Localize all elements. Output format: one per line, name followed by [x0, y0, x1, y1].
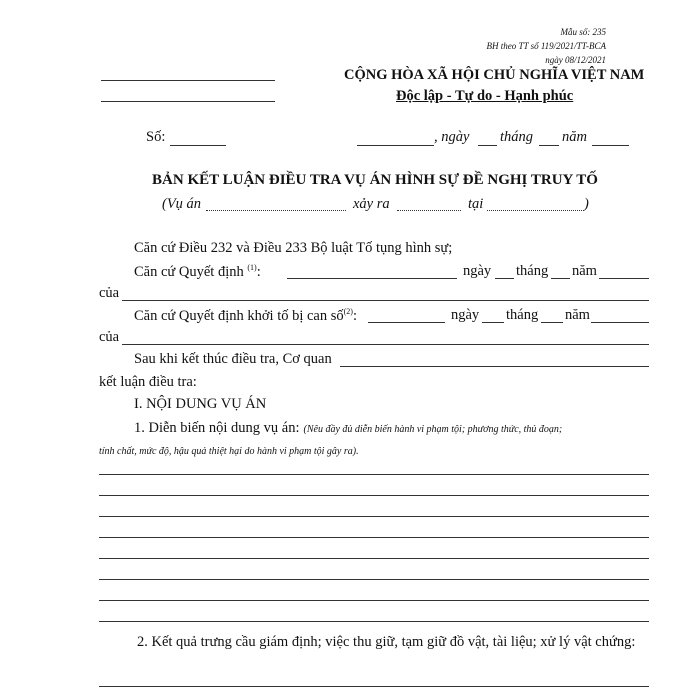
indictment-field[interactable]	[368, 322, 445, 323]
document-title: BẢN KẾT LUẬN ĐIỀU TRA VỤ ÁN HÌNH SỰ ĐỀ NGHỊ TRUY TỐ	[152, 172, 598, 188]
indictment-thang-label: tháng	[506, 307, 539, 323]
item-1-write-line-2[interactable]	[99, 495, 649, 496]
case-label: (Vụ án	[162, 196, 202, 212]
at-label: tại	[468, 196, 484, 212]
national-motto: Độc lập - Tự do - Hạnh phúc	[396, 88, 574, 104]
occurred-label: xảy ra	[353, 196, 390, 212]
legal-basis-2: Căn cứ Quyết định $^{(1)}$:	[134, 263, 261, 280]
date-thang-label: tháng	[500, 129, 534, 145]
legal-basis-3: Căn cứ Quyết định khởi tố bị can số$^{(2)}$:	[134, 307, 357, 324]
form-code-line-2: BH theo TT số 119/2021/TT-BCA	[486, 41, 606, 51]
item-1-write-line-3[interactable]	[99, 516, 649, 517]
form-code-line-3: ngày 08/12/2021	[545, 55, 606, 65]
conclusion-label: kết luận điều tra:	[99, 374, 197, 390]
decision-day-field[interactable]	[495, 278, 514, 279]
decision-year-field[interactable]	[599, 278, 649, 279]
item-1-note-b: tính chất, mức độ, hậu quả thiệt hại do hành vi phạm tội gây ra).	[99, 446, 359, 457]
place-field[interactable]	[357, 145, 434, 146]
case-close-paren: )	[584, 196, 589, 212]
item-1-write-line-5[interactable]	[99, 558, 649, 559]
date-month-field[interactable]	[539, 145, 559, 146]
item-1-line	[134, 419, 562, 437]
indictment-year-field[interactable]	[591, 322, 649, 323]
item-1-write-line-6[interactable]	[99, 579, 649, 580]
item-1-write-line-7[interactable]	[99, 600, 649, 601]
section-1-heading: I. NỘI DUNG VỤ ÁN	[134, 396, 267, 412]
indictment-month-field[interactable]	[541, 322, 563, 323]
after-investigation-text: Sau khi kết thúc điều tra, Cơ quan	[134, 351, 332, 367]
indictment-ngay-label: ngày	[451, 307, 480, 323]
country-name: CỘNG HÒA XÃ HỘI CHỦ NGHĨA VIỆT NAM	[344, 67, 645, 83]
item-1-label: 1. Diễn biến nội dung vụ án:	[134, 420, 300, 436]
of-label-2: của	[99, 329, 120, 345]
legal-basis-1: Căn cứ Điều 232 và Điều 233 Bộ luật Tố tụng hình sự;	[134, 240, 453, 256]
at-field[interactable]	[487, 210, 584, 211]
decision-nam-label: năm	[572, 263, 597, 279]
agency-line-1[interactable]	[101, 80, 275, 81]
occurred-field[interactable]	[397, 210, 461, 211]
indictment-nam-label: năm	[565, 307, 590, 323]
item-1-write-line-8[interactable]	[99, 621, 649, 622]
item-1-write-line-4[interactable]	[99, 537, 649, 538]
date-day-field[interactable]	[478, 145, 497, 146]
date-nam-label: năm	[562, 129, 587, 145]
date-ngay-label: , ngày	[434, 129, 470, 145]
of-field-1[interactable]	[122, 300, 649, 301]
so-label: Số:	[146, 129, 166, 145]
item-1-note-a: (Nêu đầy đủ diễn biến hành vi phạm tội; phương thức, thủ đoạn;	[303, 424, 563, 435]
decision-thang-label: tháng	[516, 263, 549, 279]
so-field[interactable]	[170, 145, 226, 146]
agency-line-2[interactable]	[101, 101, 275, 102]
of-label-1: của	[99, 285, 120, 301]
agency-field[interactable]	[340, 366, 649, 367]
form-code-line-1: Mẫu số: 235	[560, 27, 606, 37]
item-2-write-line-1[interactable]	[99, 686, 649, 687]
decision-ngay-label: ngày	[463, 263, 492, 279]
decision-field[interactable]	[287, 278, 457, 279]
decision-month-field[interactable]	[551, 278, 570, 279]
item-1-write-line-1[interactable]	[99, 474, 649, 475]
item-2-label: 2. Kết quả trưng cầu giám định; việc thu giữ, tạm giữ đồ vật, tài liệu; xử lý vật chứng:	[137, 634, 636, 650]
date-year-field[interactable]	[592, 145, 629, 146]
case-name-field[interactable]	[206, 210, 346, 211]
of-field-2[interactable]	[122, 344, 649, 345]
indictment-day-field[interactable]	[482, 322, 504, 323]
